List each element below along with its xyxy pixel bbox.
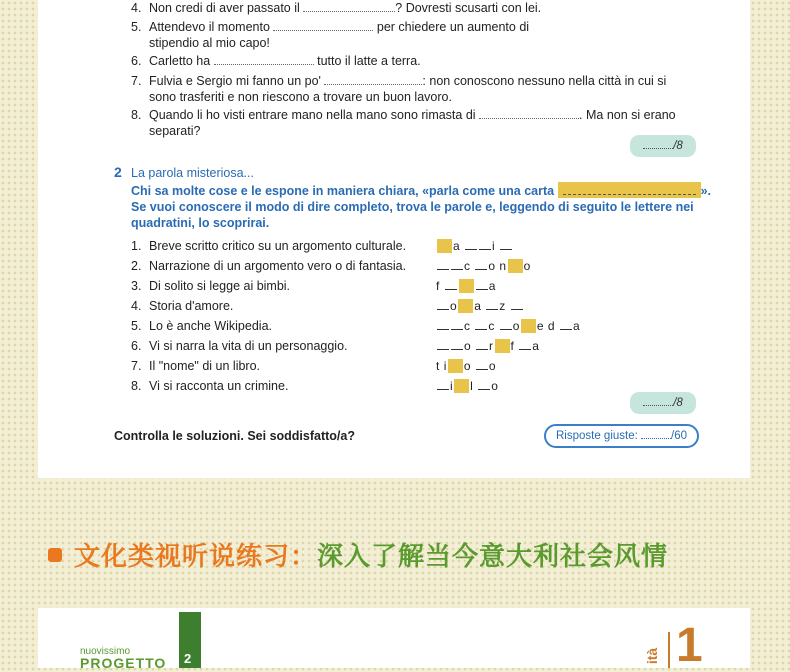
- banner-orange-text: 文化类视听说练习：: [74, 542, 318, 572]
- item-text: Fulvia e Sergio mi fanno un po': [149, 74, 321, 88]
- brand-small: nuovissimo: [80, 646, 131, 657]
- item-text: Quando li ho visti entrare mano nella mano sono rimasta di: [149, 108, 476, 122]
- word-slots-2[interactable]: c o n o: [436, 258, 531, 274]
- feature-banner: [48, 536, 668, 573]
- exercise-item-5: 5. Attendevo il momento per chiedere un aumento di stipendio al mio capo!: [131, 20, 530, 50]
- word-slots-6[interactable]: o r f a: [436, 338, 539, 354]
- answer-blank[interactable]: [273, 20, 373, 31]
- item-text: Non credi di aver passato il: [149, 1, 300, 15]
- item-text-line2: stipendio al mio capo!: [149, 36, 270, 50]
- section2-title: La parola misteriosa...: [131, 166, 254, 180]
- chapter-tab: 2: [179, 612, 201, 668]
- item-text-line2: separati?: [149, 124, 201, 138]
- word-slots-3[interactable]: f a: [436, 279, 496, 293]
- item-text: : non conoscono nessuno nella città in cui si: [422, 74, 667, 88]
- section2-score-pill: /8: [630, 392, 696, 414]
- exercise-item-7: 7. Fulvia e Sergio mi fanno un po' : non conoscono nessuno nella città in cui si sono trasferiti e non riescono a trovare un buon lavoro.: [131, 74, 667, 104]
- word-slots-4[interactable]: o a z: [436, 298, 524, 314]
- answer-blank[interactable]: [479, 108, 579, 119]
- square-bullet-icon: [48, 548, 62, 562]
- word-slots-8[interactable]: i l o: [436, 378, 498, 394]
- workbook-page: [38, 0, 750, 478]
- clue-item-3: 3. Di solito si legge ai bimbi. f a: [131, 279, 496, 293]
- item-text: ? Dovresti scusarti con lei.: [395, 1, 542, 15]
- clue-item-5: 5. Lo è anche Wikipedia. c c o e d a: [131, 319, 581, 333]
- item-text: tutto il latte a terra.: [317, 54, 421, 68]
- answer-blank[interactable]: [303, 1, 395, 12]
- answer-blank[interactable]: [324, 74, 422, 85]
- exercise-item-4: 4. Non credi di aver passato il ? Dovresti scusarti con lei.: [131, 1, 542, 15]
- word-slots-1[interactable]: a i: [436, 238, 513, 254]
- item-text: Attendevo il momento: [149, 20, 270, 34]
- item-text: per chiedere un aumento di: [376, 20, 530, 34]
- word-slots-5[interactable]: c c o e d a: [436, 318, 580, 334]
- clue-item-8: 8. Vi si racconta un crimine. i l o: [131, 379, 499, 393]
- unit-number: 1: [676, 619, 703, 672]
- section2-intro: Chi sa molte cose e le espone in maniera chiara, «parla come una carta ». Se vuoi conoscere il modo di dire completo, trova le parole e, leggendo di seguito le lettere nei quadratini, lo scoprirai.: [131, 184, 712, 230]
- mystery-word-box[interactable]: [558, 182, 701, 198]
- score-blank[interactable]: [643, 137, 673, 149]
- total-score-badge: Risposte giuste: /60: [544, 424, 699, 448]
- answer-blank[interactable]: [214, 54, 314, 65]
- score-blank[interactable]: [643, 394, 673, 406]
- clue-item-6: 6. Vi si narra la vita di un personaggio. o r f a: [131, 339, 540, 353]
- unit-divider: [668, 632, 670, 668]
- section1-score-pill: /8: [630, 135, 696, 157]
- word-slots-7[interactable]: t i o o: [436, 359, 497, 373]
- clue-item-1: 1. Breve scritto critico su un argomento culturale. a i: [131, 238, 731, 256]
- brand-big: PROGETTO: [80, 655, 167, 671]
- check-solutions-text: Controlla le soluzioni. Sei soddisfatto/a?: [114, 429, 355, 443]
- total-score-blank[interactable]: [641, 427, 671, 439]
- exercise-item-6: 6. Carletto ha tutto il latte a terra.: [131, 54, 421, 68]
- next-page-preview: [38, 608, 750, 672]
- section2-number: 2: [114, 164, 122, 180]
- banner-green-text: 深入了解当今意大利社会风情: [317, 542, 669, 572]
- clue-item-2: 2. Narrazione di un argomento vero o di fantasia. c o n o: [131, 259, 531, 273]
- exercise-item-8: 8. Quando li ho visti entrare mano nella mano sono rimasta di . Ma non si erano separati?: [131, 108, 676, 138]
- item-text-line2: sono trasferiti e non riescono a trovare un buon lavoro.: [149, 90, 452, 104]
- clue-item-7: 7. Il "nome" di un libro. t i o o: [131, 359, 497, 373]
- item-text: Carletto ha: [149, 54, 211, 68]
- unit-label: ità: [644, 647, 661, 665]
- clue-item-4: 4. Storia d'amore. o a z: [131, 298, 731, 316]
- item-text: . Ma non si erano: [579, 108, 676, 122]
